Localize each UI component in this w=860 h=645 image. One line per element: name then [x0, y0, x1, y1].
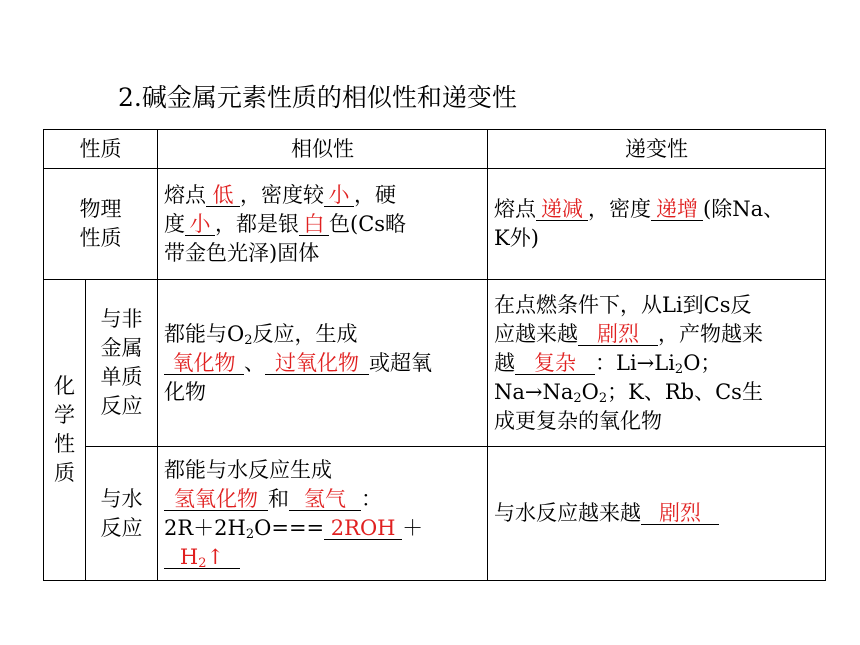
cell-text: 熔点 — [494, 197, 536, 221]
answer-blank: 小 — [185, 213, 215, 236]
cell-text: 色(Cs略 — [329, 211, 407, 236]
cell-text: 或超氧 — [369, 350, 432, 375]
cell-text: 都能与O — [164, 321, 245, 346]
cell-text: 2R＋2H — [164, 515, 246, 540]
cell-text: ；K、Rb、Cs生 — [607, 379, 763, 404]
cell-text: Na→Na — [494, 379, 574, 404]
label-text: 单质 — [100, 365, 143, 389]
table-row-water — [44, 447, 826, 581]
answer-blank: 剧烈 — [641, 502, 719, 525]
answer-blank: 低 — [206, 184, 240, 207]
cell-text: (除Na、 — [703, 197, 785, 221]
cell-text: ：Li→Li — [595, 350, 675, 375]
subscript: 2 — [244, 332, 253, 348]
answer-blank: 复杂 — [515, 352, 595, 375]
cell-text: ，都是银 — [215, 211, 299, 236]
cell-text: O=== — [254, 515, 325, 540]
label-text: 性 — [54, 432, 75, 456]
cell-text: ↑ — [206, 544, 225, 569]
answer-blank: 氧化物 — [164, 352, 244, 375]
label-text: 化 — [54, 374, 75, 398]
physical-gradation-cell — [488, 169, 826, 280]
cell-text: 都能与水反应生成 — [164, 457, 332, 482]
cell-text: 应越来越 — [494, 321, 578, 346]
table-row-physical — [44, 169, 826, 280]
cell-text: O； — [683, 350, 722, 375]
answer-blank: 氢氧化物 — [164, 488, 268, 511]
cell-text: 成更复杂的氧化物 — [494, 408, 662, 433]
cell-text: 在点燃条件下，从Li到Cs反 — [494, 292, 752, 317]
cell-text: 反应，生成 — [252, 321, 358, 346]
nonmetal-similarity-cell — [158, 280, 488, 447]
properties-table — [43, 129, 826, 581]
label-text: 反应 — [100, 394, 143, 418]
cell-text: 度 — [164, 211, 185, 236]
cell-text: O — [581, 379, 599, 404]
answer-blank: 2ROH — [324, 517, 402, 540]
answer-blank: 过氧化物 — [265, 352, 369, 375]
table-header-row — [44, 130, 826, 169]
label-text: 金属 — [100, 336, 143, 360]
answer-blank: 递增 — [651, 198, 703, 221]
cell-text: ，产物越来 — [658, 321, 763, 346]
section-title: 2.碱金属元素性质的相似性和递变性 — [118, 83, 517, 112]
answer-blank: 剧烈 — [578, 323, 658, 346]
cell-text: 、 — [244, 350, 265, 375]
header-similarity: 相似性 — [158, 130, 488, 169]
nonmetal-gradation-cell — [488, 280, 826, 447]
row-label-water — [86, 447, 158, 581]
answer-blank: 氢气 — [289, 488, 361, 511]
cell-text: 熔点 — [164, 182, 206, 207]
subscript: 2 — [573, 390, 582, 406]
label-text: 质 — [54, 461, 75, 485]
subscript: 2 — [245, 526, 255, 542]
answer-blank: 小 — [324, 184, 354, 207]
answer-blank — [164, 546, 240, 569]
label-text: 性质 — [79, 226, 122, 250]
subscript: 2 — [198, 555, 207, 571]
subscript: 2 — [598, 390, 608, 406]
cell-text: 化物 — [164, 379, 206, 404]
label-text: 与非 — [100, 307, 143, 331]
cell-text: 带金色光泽)固体 — [164, 240, 320, 265]
cell-text: ，密度 — [588, 197, 651, 221]
water-similarity-cell — [158, 447, 488, 581]
label-text: 学 — [54, 403, 75, 427]
answer-blank: 白 — [299, 213, 329, 236]
cell-text: 越 — [494, 350, 515, 375]
cell-text: H — [179, 544, 199, 569]
cell-text: ＋ — [402, 515, 424, 540]
row-label-nonmetal — [86, 280, 158, 447]
subscript: 2 — [674, 361, 684, 377]
water-gradation-cell — [488, 447, 826, 581]
row-label-chemical — [44, 280, 86, 581]
header-gradation: 递变性 — [488, 130, 826, 169]
answer-blank: 递减 — [536, 198, 588, 221]
table-row-nonmetal — [44, 280, 826, 447]
cell-text: ，密度较 — [240, 182, 324, 207]
cell-text: K外) — [494, 226, 539, 250]
cell-text: ： — [361, 486, 382, 511]
label-text: 反应 — [100, 515, 143, 540]
label-text: 物理 — [79, 197, 122, 221]
physical-similarity-cell — [158, 169, 488, 280]
cell-text: 与水反应越来越 — [494, 501, 641, 525]
row-label-physical — [44, 169, 158, 280]
cell-text: 和 — [268, 486, 289, 511]
label-text: 与水 — [100, 486, 143, 511]
header-property: 性质 — [44, 130, 158, 169]
cell-text: ，硬 — [354, 182, 396, 207]
